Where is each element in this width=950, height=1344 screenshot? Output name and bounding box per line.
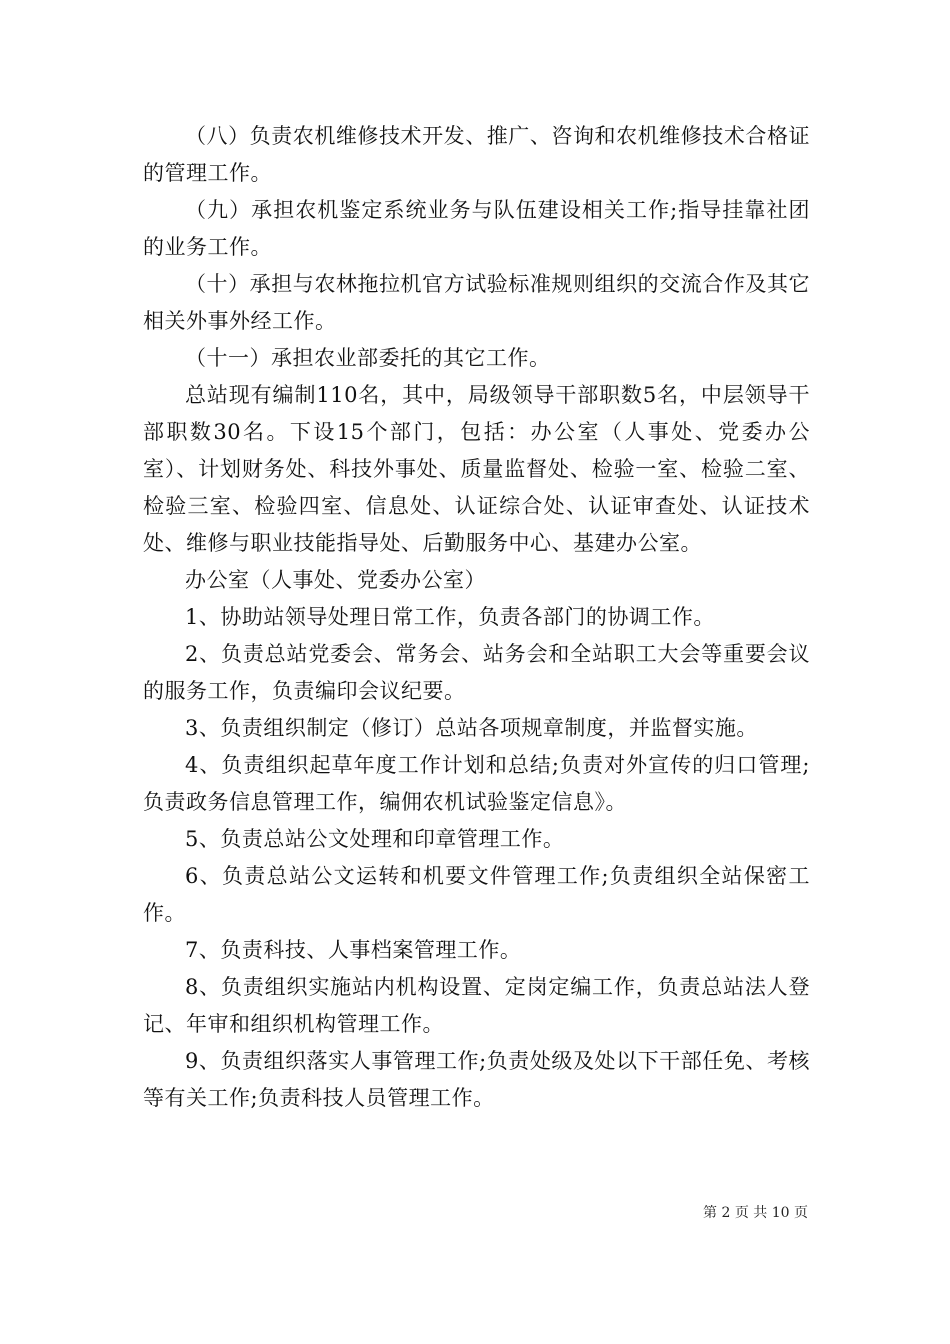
list-item: 5、负责总站公文处理和印章管理工作。: [185, 827, 565, 851]
document-body: [143, 118, 810, 1117]
list-item: 4、负责组织起草年度工作计划和总结;负责对外宣传的归口管理;负责政务信息管理工作，编佣农机试验鉴定信息》。: [143, 753, 810, 814]
paragraph-item-9: （九）承担农机鉴定系统业务与队伍建设相关工作;指导挂靠社团的业务工作。: [143, 198, 810, 259]
paragraph-item-11: （十一）承担农业部委托的其它工作。: [185, 346, 551, 370]
list-item: 6、负责总站公文运转和机要文件管理工作;负责组织全站保密工作。: [143, 864, 810, 925]
list-item: 2、负责总站党委会、常务会、站务会和全站职工大会等重要会议的服务工作，负责编印会议纪要。: [143, 642, 810, 703]
list-item: 3、负责组织制定（修订）总站各项规章制度，并监督实施。: [185, 716, 758, 740]
page-number-footer: 第 2 页 共 10 页: [703, 1205, 808, 1221]
section-heading-office: 办公室（人事处、党委办公室）: [185, 568, 486, 592]
paragraph-item-10: （十）承担与农林拖拉机官方试验标准规则组织的交流合作及其它相关外事外经工作。: [143, 272, 810, 333]
paragraph-item-8: （八）负责农机维修技术开发、推广、咨询和农机维修技术合格证的管理工作。: [143, 124, 810, 185]
list-item: 8、负责组织实施站内机构设置、定岗定编工作，负责总站法人登记、年审和组织机构管理工作。: [143, 975, 810, 1036]
list-item: 7、负责科技、人事档案管理工作。: [185, 938, 522, 962]
paragraph-staffing: 总站现有编制110名，其中，局级领导干部职数5名，中层领导干部职数30名。下设15个部门，包括：办公室（人事处、党委办公室）、计划财务处、科技外事处、质量监督处、检验一室、检验二室、检验三室、检验四室、信息处、认证综合处、认证审查处、认证技术处、维修与职业技能指导处、后勤服务中心、基建办公室。: [143, 383, 810, 555]
list-item: 9、负责组织落实人事管理工作;负责处级及处以下干部任免、考核等有关工作;负责科技人员管理工作。: [143, 1049, 810, 1110]
list-item: 1、协助站领导处理日常工作，负责各部门的协调工作。: [185, 605, 715, 629]
